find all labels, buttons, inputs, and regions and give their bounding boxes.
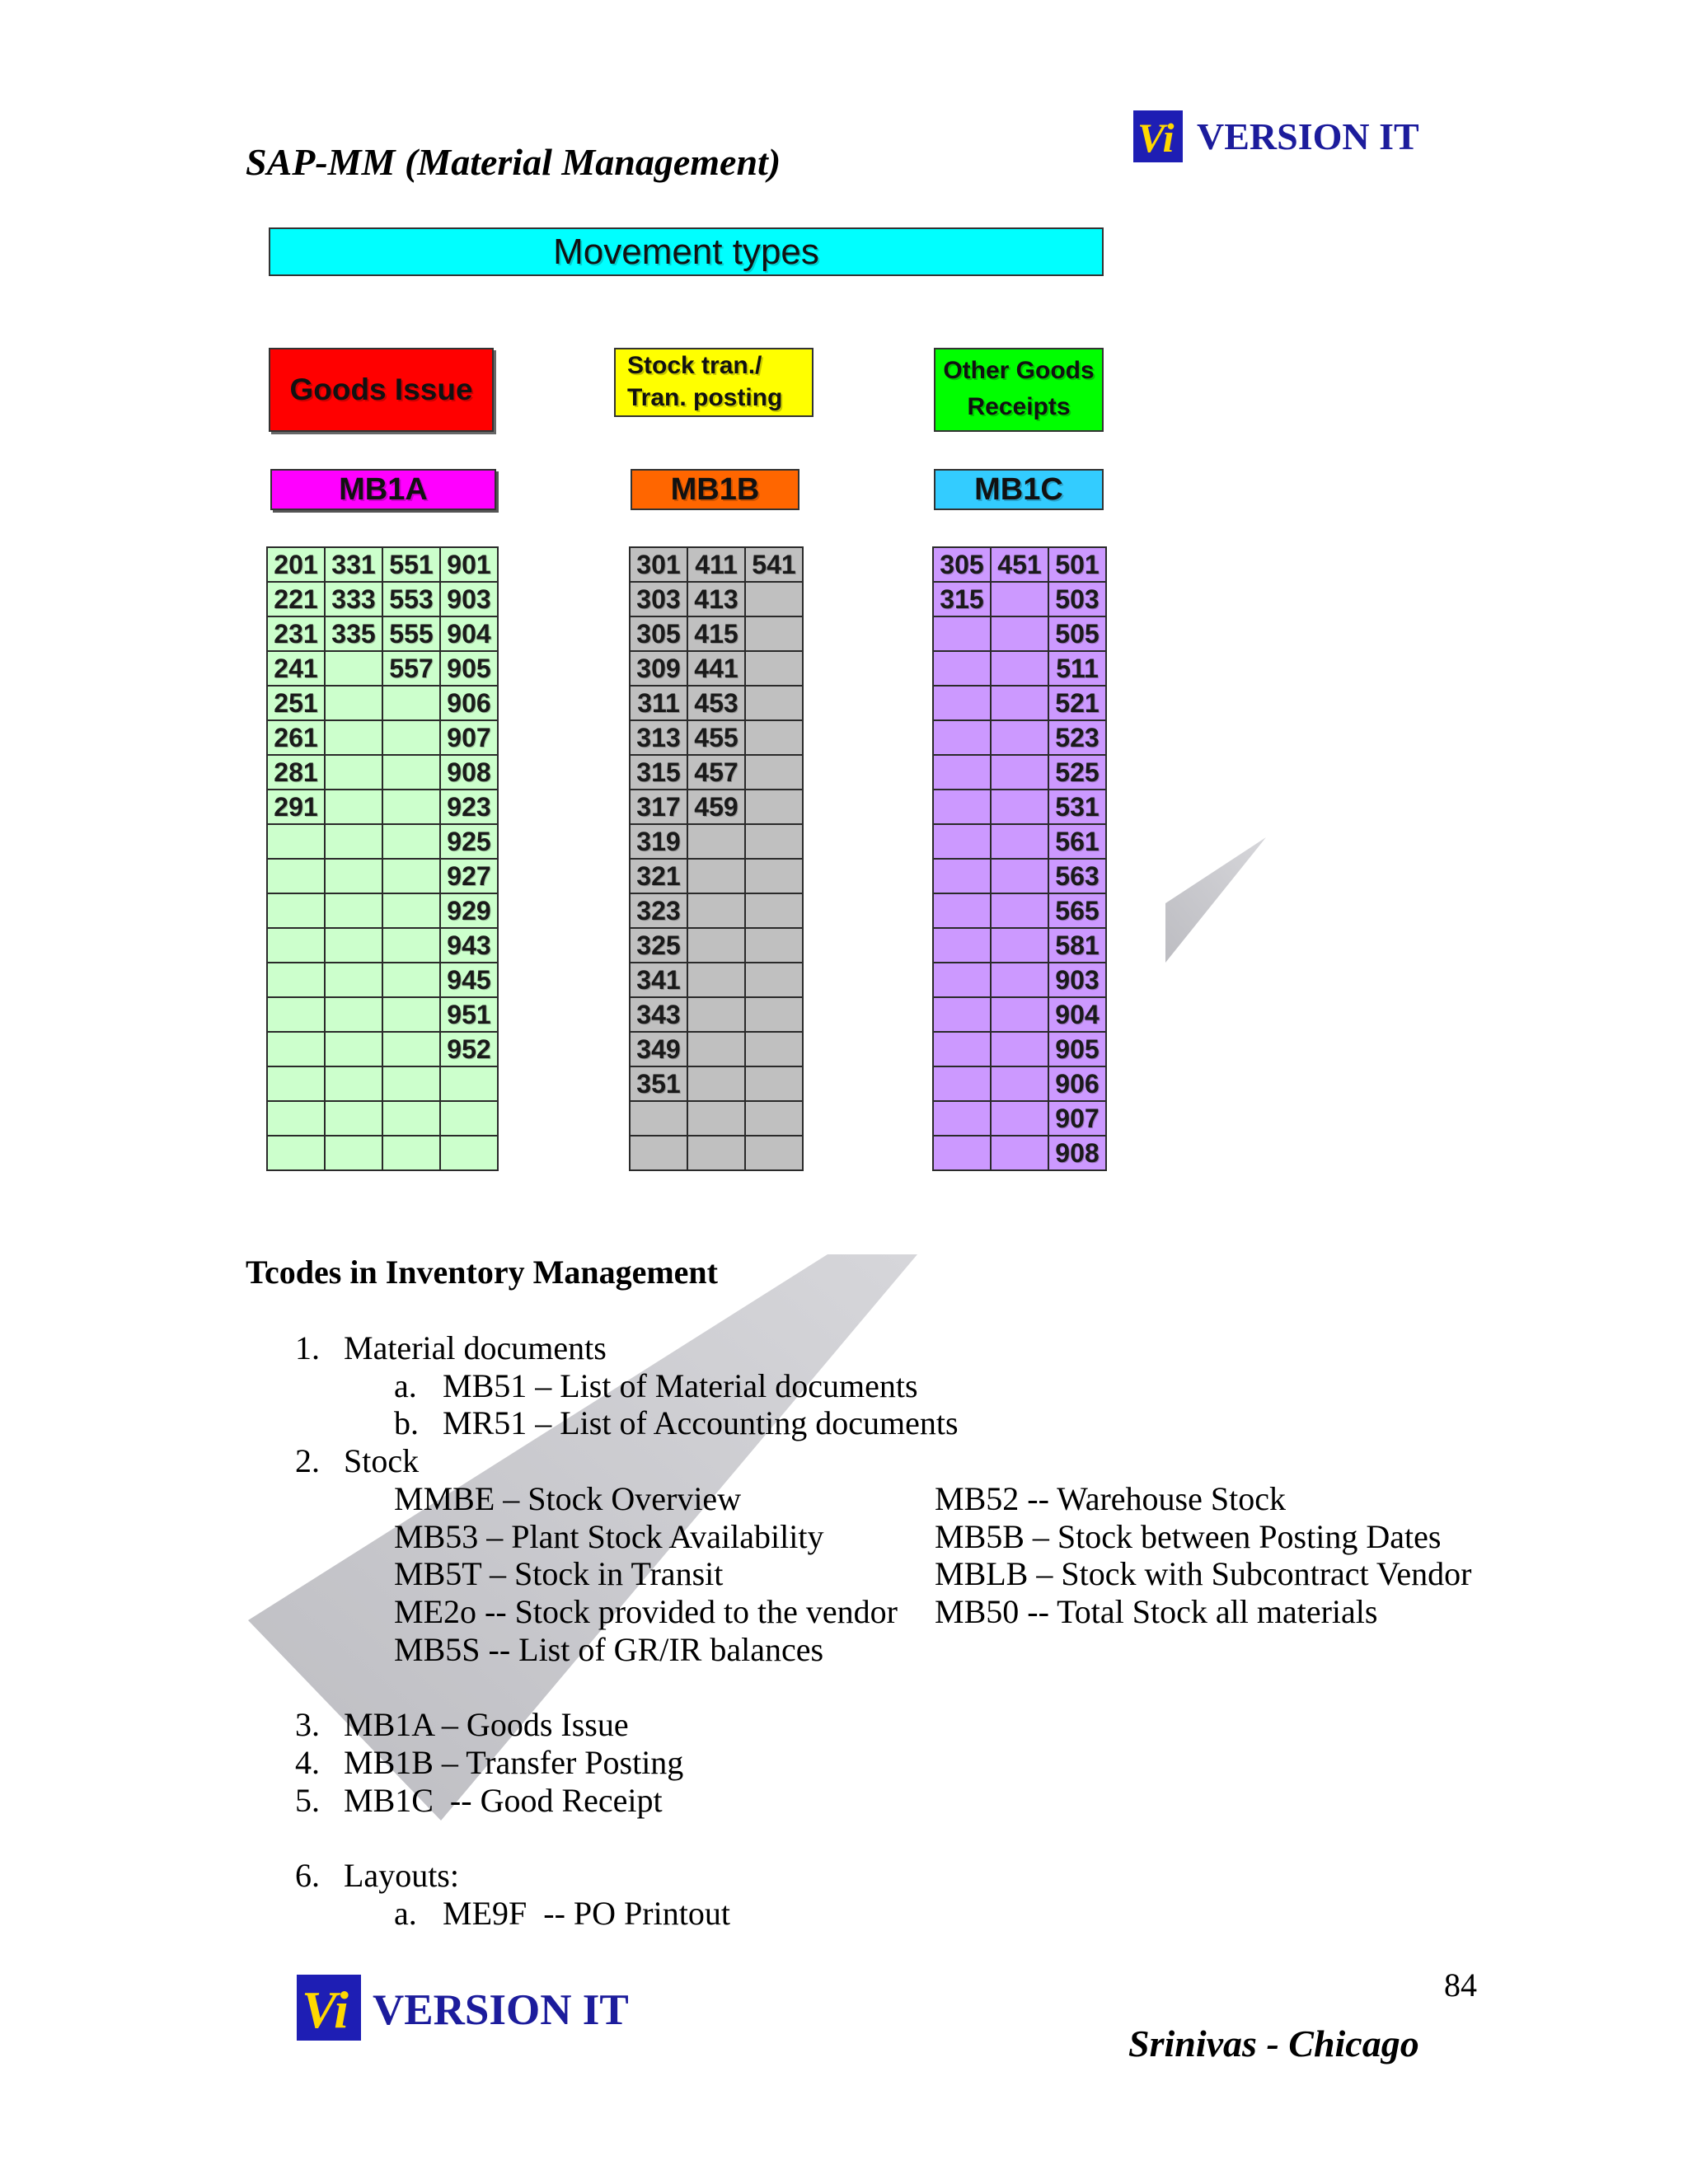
stock-transfer-movement-code-cell — [688, 1102, 746, 1137]
other-receipts-movement-table — [932, 546, 1107, 1171]
goods-issue-movement-code-cell — [326, 652, 383, 687]
stock-tcode-left: MMBE – Stock Overview — [394, 1480, 742, 1517]
list-text: MB1B – Transfer Posting — [344, 1744, 684, 1781]
stock-transfer-movement-code-cell — [688, 894, 746, 929]
stock-transfer-movement-code-cell: 319 — [631, 825, 688, 860]
stock-tcode-row — [0, 1555, 1688, 1593]
other-receipts-label-line: Other Goods — [943, 357, 1095, 384]
other-receipts-movement-code-cell: 305 — [934, 548, 992, 583]
goods-issue-movement-code-cell — [326, 825, 383, 860]
other-receipts-movement-code-cell — [992, 1137, 1049, 1171]
other-receipts-movement-code-cell: 315 — [934, 583, 992, 617]
stock-transfer-movement-code-cell — [746, 617, 804, 652]
goods-issue-movement-code-cell — [441, 1102, 499, 1137]
stock-tcode-row — [0, 1518, 1688, 1556]
goods-issue-movement-code-cell: 553 — [383, 583, 441, 617]
footer-brand-logo-mark: Vi — [302, 1980, 349, 2039]
stock-tcode-row — [0, 1631, 1688, 1669]
goods-issue-movement-code-cell — [326, 790, 383, 825]
stock-transfer-movement-code-cell: 317 — [631, 790, 688, 825]
goods-issue-movement-code-cell: 335 — [326, 617, 383, 652]
other-receipts-movement-code-cell — [934, 963, 992, 998]
other-receipts-movement-code-cell: 503 — [1049, 583, 1107, 617]
stock-transfer-movement-code-cell: 313 — [631, 721, 688, 756]
goods-issue-movement-code-cell — [383, 929, 441, 963]
stock-tcode-row — [0, 1593, 1688, 1631]
goods-issue-movement-code-cell: 925 — [441, 825, 499, 860]
goods-issue-movement-code-cell — [326, 721, 383, 756]
goods-issue-movement-code-cell — [383, 721, 441, 756]
other-receipts-movement-code-cell — [934, 1137, 992, 1171]
goods-issue-movement-code-cell: 551 — [383, 548, 441, 583]
other-receipts-movement-code-cell — [992, 721, 1049, 756]
stock-transfer-movement-code-cell — [688, 1033, 746, 1067]
other-receipts-movement-code-cell: 511 — [1049, 652, 1107, 687]
stock-transfer-movement-code-cell — [746, 998, 804, 1033]
stock-transfer-movement-code-cell: 323 — [631, 894, 688, 929]
other-receipts-movement-code-cell — [934, 998, 992, 1033]
stock-transfer-movement-code-cell — [688, 929, 746, 963]
other-receipts-movement-code-cell — [992, 790, 1049, 825]
other-receipts-movement-code-cell — [992, 998, 1049, 1033]
stock-transfer-movement-code-cell: 413 — [688, 583, 746, 617]
stock-transfer-movement-code-cell — [746, 756, 804, 790]
stock-transfer-movement-code-cell: 349 — [631, 1033, 688, 1067]
other-receipts-label-line: Receipts — [967, 393, 1071, 420]
goods-issue-movement-code-cell: 908 — [441, 756, 499, 790]
goods-issue-movement-code-cell — [383, 894, 441, 929]
other-receipts-movement-code-cell — [934, 687, 992, 721]
other-receipts-movement-code-cell — [934, 860, 992, 894]
stock-tcode-row — [0, 1480, 1688, 1518]
stock-transfer-movement-code-cell — [688, 1067, 746, 1102]
goods-issue-movement-code-cell: 555 — [383, 617, 441, 652]
goods-issue-movement-code-cell: 952 — [441, 1033, 499, 1067]
goods-issue-movement-code-cell: 251 — [268, 687, 326, 721]
other-receipts-movement-code-cell — [992, 1067, 1049, 1102]
list-text: MB1A – Goods Issue — [344, 1706, 629, 1743]
goods-issue-movement-code-cell — [441, 1067, 499, 1102]
stock-transfer-movement-code-cell — [631, 1137, 688, 1171]
goods-issue-movement-code-cell: 945 — [441, 963, 499, 998]
other-receipts-movement-code-cell — [934, 1102, 992, 1137]
sub-list-item — [0, 1895, 1688, 1933]
sub-list-letter: a. — [394, 1895, 417, 1932]
stock-tcode-left: MB5T – Stock in Transit — [394, 1555, 724, 1592]
movement-types-banner: Movement types — [269, 227, 1104, 276]
other-receipts-movement-code-cell: 501 — [1049, 548, 1107, 583]
goods-issue-movement-code-cell: 291 — [268, 790, 326, 825]
list-number: 1. — [295, 1329, 320, 1366]
list-item — [0, 1744, 1688, 1782]
stock-transfer-movement-code-cell: 303 — [631, 583, 688, 617]
goods-issue-movement-code-cell — [326, 1137, 383, 1171]
stock-transfer-movement-code-cell: 315 — [631, 756, 688, 790]
list-number: 3. — [295, 1706, 320, 1743]
other-receipts-movement-code-cell — [934, 894, 992, 929]
stock-transfer-movement-code-cell: 305 — [631, 617, 688, 652]
stock-transfer-label-line: Tran. posting — [627, 384, 783, 411]
stock-tcode-right: MBLB – Stock with Subcontract Vendor — [935, 1555, 1472, 1592]
list-text: Material documents — [344, 1329, 607, 1366]
goods-issue-movement-code-cell — [326, 894, 383, 929]
other-receipts-movement-code-cell — [934, 790, 992, 825]
stock-transfer-movement-code-cell: 541 — [746, 548, 804, 583]
list-item — [0, 1329, 1688, 1367]
other-receipts-movement-code-cell: 525 — [1049, 756, 1107, 790]
sub-list-letter: a. — [394, 1367, 417, 1404]
sub-list-letter: b. — [394, 1404, 419, 1441]
stock-transfer-movement-code-cell: 311 — [631, 687, 688, 721]
goods-issue-movement-code-cell: 331 — [326, 548, 383, 583]
other-receipts-movement-code-cell: 521 — [1049, 687, 1107, 721]
goods-issue-movement-code-cell: 231 — [268, 617, 326, 652]
goods-issue-label — [269, 348, 494, 432]
brand-name: VERSION IT — [1197, 115, 1419, 157]
stock-tcode-right: MB5B – Stock between Posting Dates — [935, 1518, 1442, 1555]
goods-issue-movement-code-cell: 951 — [441, 998, 499, 1033]
other-receipts-movement-code-cell — [934, 1067, 992, 1102]
stock-transfer-label — [614, 348, 814, 417]
list-text: Stock — [344, 1442, 420, 1479]
list-number: 4. — [295, 1744, 320, 1781]
other-receipts-movement-code-cell: 561 — [1049, 825, 1107, 860]
other-receipts-movement-code-cell — [992, 860, 1049, 894]
goods-issue-movement-code-cell: 221 — [268, 583, 326, 617]
stock-transfer-movement-table — [629, 546, 804, 1171]
stock-tcode-left: MB5S -- List of GR/IR balances — [394, 1631, 824, 1668]
stock-transfer-movement-code-cell: 453 — [688, 687, 746, 721]
goods-issue-movement-code-cell — [383, 825, 441, 860]
goods-issue-movement-code-cell — [326, 1067, 383, 1102]
goods-issue-movement-code-cell: 904 — [441, 617, 499, 652]
other-receipts-movement-code-cell — [992, 929, 1049, 963]
goods-issue-movement-table — [266, 546, 499, 1171]
stock-transfer-movement-code-cell: 455 — [688, 721, 746, 756]
goods-issue-movement-code-cell: 906 — [441, 687, 499, 721]
stock-transfer-movement-code-cell — [746, 1137, 804, 1171]
goods-issue-movement-code-cell — [383, 963, 441, 998]
other-receipts-movement-code-cell: 906 — [1049, 1067, 1107, 1102]
other-receipts-movement-code-cell — [934, 1033, 992, 1067]
sub-list-text: ME9F -- PO Printout — [443, 1895, 730, 1932]
stock-transfer-movement-code-cell — [746, 1102, 804, 1137]
stock-transfer-movement-code-cell — [746, 583, 804, 617]
stock-transfer-movement-code-cell: 415 — [688, 617, 746, 652]
section-heading: Tcodes in Inventory Management — [246, 1254, 718, 1291]
other-receipts-movement-code-cell: 505 — [1049, 617, 1107, 652]
goods-issue-movement-code-cell — [326, 687, 383, 721]
goods-issue-movement-code-cell: 261 — [268, 721, 326, 756]
goods-issue-movement-code-cell — [268, 825, 326, 860]
goods-issue-movement-code-cell — [268, 1137, 326, 1171]
goods-issue-movement-code-cell — [326, 1102, 383, 1137]
stock-transfer-movement-code-cell: 459 — [688, 790, 746, 825]
list-item — [0, 1442, 1688, 1480]
other-receipts-movement-code-cell: 523 — [1049, 721, 1107, 756]
other-receipts-movement-code-cell: 904 — [1049, 998, 1107, 1033]
tcode-mb1c: MB1C — [934, 469, 1104, 510]
tcode-mb1b: MB1B — [631, 469, 799, 510]
stock-transfer-movement-code-cell — [688, 1137, 746, 1171]
stock-transfer-movement-code-cell — [746, 790, 804, 825]
stock-transfer-movement-code-cell — [746, 1033, 804, 1067]
list-number: 2. — [295, 1442, 320, 1479]
stock-transfer-movement-code-cell: 321 — [631, 860, 688, 894]
other-receipts-movement-code-cell: 907 — [1049, 1102, 1107, 1137]
goods-issue-label-line: Goods Issue — [289, 373, 473, 406]
goods-issue-movement-code-cell — [268, 894, 326, 929]
stock-transfer-movement-code-cell — [746, 860, 804, 894]
stock-transfer-movement-code-cell — [688, 963, 746, 998]
brand-logo-mark: Vi — [1137, 115, 1175, 161]
goods-issue-movement-code-cell — [268, 963, 326, 998]
goods-issue-movement-code-cell — [383, 1137, 441, 1171]
list-text: Layouts: — [344, 1857, 459, 1894]
goods-issue-movement-code-cell — [383, 1067, 441, 1102]
footer-brand-logo-icon — [297, 1975, 361, 2041]
tcode-mb1a: MB1A — [270, 469, 496, 510]
goods-issue-movement-code-cell — [326, 1033, 383, 1067]
stock-tcode-right: MB52 -- Warehouse Stock — [935, 1480, 1286, 1517]
other-receipts-movement-code-cell — [992, 652, 1049, 687]
stock-transfer-movement-code-cell: 441 — [688, 652, 746, 687]
stock-transfer-movement-code-cell: 343 — [631, 998, 688, 1033]
document-title: SAP-MM (Material Management) — [246, 141, 781, 183]
goods-issue-movement-code-cell — [268, 1102, 326, 1137]
other-receipts-movement-code-cell — [934, 929, 992, 963]
other-receipts-movement-code-cell — [992, 583, 1049, 617]
list-number: 6. — [295, 1857, 320, 1894]
goods-issue-movement-code-cell: 241 — [268, 652, 326, 687]
goods-issue-movement-code-cell: 557 — [383, 652, 441, 687]
goods-issue-movement-code-cell: 905 — [441, 652, 499, 687]
stock-transfer-movement-code-cell: 351 — [631, 1067, 688, 1102]
goods-issue-movement-code-cell: 927 — [441, 860, 499, 894]
goods-issue-movement-code-cell — [326, 929, 383, 963]
stock-transfer-movement-code-cell — [746, 721, 804, 756]
stock-transfer-movement-code-cell: 341 — [631, 963, 688, 998]
goods-issue-movement-code-cell: 281 — [268, 756, 326, 790]
goods-issue-movement-code-cell — [383, 687, 441, 721]
other-receipts-movement-code-cell — [934, 825, 992, 860]
stock-transfer-movement-code-cell: 325 — [631, 929, 688, 963]
goods-issue-movement-code-cell — [268, 929, 326, 963]
list-item — [0, 1857, 1688, 1895]
stock-tcode-left: ME2o -- Stock provided to the vendor — [394, 1593, 898, 1630]
goods-issue-movement-code-cell: 923 — [441, 790, 499, 825]
stock-transfer-movement-code-cell — [746, 929, 804, 963]
goods-issue-movement-code-cell: 903 — [441, 583, 499, 617]
stock-transfer-movement-code-cell — [746, 652, 804, 687]
other-receipts-movement-code-cell — [992, 825, 1049, 860]
goods-issue-movement-code-cell — [383, 998, 441, 1033]
stock-transfer-movement-code-cell — [688, 825, 746, 860]
brand-logo-icon — [1133, 110, 1183, 162]
other-receipts-movement-code-cell — [934, 756, 992, 790]
sub-list-text: MB51 – List of Material documents — [443, 1367, 918, 1404]
other-receipts-movement-code-cell: 565 — [1049, 894, 1107, 929]
goods-issue-movement-code-cell — [383, 790, 441, 825]
goods-issue-movement-code-cell — [268, 860, 326, 894]
stock-transfer-movement-code-cell: 309 — [631, 652, 688, 687]
sub-list-item — [0, 1367, 1688, 1405]
goods-issue-movement-code-cell — [268, 1067, 326, 1102]
goods-issue-movement-code-cell — [268, 998, 326, 1033]
other-receipts-movement-code-cell — [934, 721, 992, 756]
footer-brand-name: VERSION IT — [373, 1986, 629, 2034]
goods-issue-movement-code-cell — [326, 998, 383, 1033]
stock-transfer-label-line: Stock tran./ — [627, 352, 762, 379]
stock-transfer-movement-code-cell — [688, 998, 746, 1033]
goods-issue-movement-code-cell: 943 — [441, 929, 499, 963]
goods-issue-movement-code-cell — [383, 1033, 441, 1067]
stock-transfer-movement-code-cell — [746, 894, 804, 929]
other-receipts-movement-code-cell: 903 — [1049, 963, 1107, 998]
goods-issue-movement-code-cell — [326, 860, 383, 894]
goods-issue-movement-code-cell — [383, 756, 441, 790]
other-receipts-movement-code-cell — [992, 1102, 1049, 1137]
stock-transfer-movement-code-cell: 411 — [688, 548, 746, 583]
goods-issue-movement-code-cell: 333 — [326, 583, 383, 617]
stock-transfer-movement-code-cell — [688, 860, 746, 894]
other-receipts-movement-code-cell: 905 — [1049, 1033, 1107, 1067]
stock-tcode-right: MB50 -- Total Stock all materials — [935, 1593, 1378, 1630]
goods-issue-movement-code-cell — [441, 1137, 499, 1171]
stock-transfer-movement-code-cell — [631, 1102, 688, 1137]
sub-list-item — [0, 1404, 1688, 1442]
other-receipts-movement-code-cell — [992, 963, 1049, 998]
stock-transfer-movement-code-cell: 301 — [631, 548, 688, 583]
goods-issue-movement-code-cell — [383, 860, 441, 894]
author-credit: Srinivas - Chicago — [1128, 2022, 1419, 2064]
list-item — [0, 1706, 1688, 1744]
other-receipts-movement-code-cell — [992, 617, 1049, 652]
stock-transfer-movement-code-cell — [746, 963, 804, 998]
goods-issue-movement-code-cell — [383, 1102, 441, 1137]
stock-transfer-movement-code-cell — [746, 1067, 804, 1102]
other-receipts-movement-code-cell — [992, 1033, 1049, 1067]
stock-transfer-movement-code-cell: 457 — [688, 756, 746, 790]
list-text: MB1C -- Good Receipt — [344, 1782, 663, 1819]
other-receipts-label — [934, 348, 1104, 432]
list-item — [0, 1782, 1688, 1820]
other-receipts-movement-code-cell — [992, 687, 1049, 721]
goods-issue-movement-code-cell: 929 — [441, 894, 499, 929]
stock-transfer-movement-code-cell — [746, 825, 804, 860]
list-number: 5. — [295, 1782, 320, 1819]
goods-issue-movement-code-cell — [326, 756, 383, 790]
other-receipts-movement-code-cell — [992, 894, 1049, 929]
other-receipts-movement-code-cell: 563 — [1049, 860, 1107, 894]
goods-issue-movement-code-cell — [326, 963, 383, 998]
other-receipts-movement-code-cell — [934, 652, 992, 687]
goods-issue-movement-code-cell: 907 — [441, 721, 499, 756]
watermark-arrow-small — [1165, 837, 1266, 963]
other-receipts-movement-code-cell: 908 — [1049, 1137, 1107, 1171]
other-receipts-movement-code-cell: 451 — [992, 548, 1049, 583]
other-receipts-movement-code-cell: 581 — [1049, 929, 1107, 963]
other-receipts-movement-code-cell — [934, 617, 992, 652]
other-receipts-movement-code-cell: 531 — [1049, 790, 1107, 825]
goods-issue-movement-code-cell: 201 — [268, 548, 326, 583]
page-number: 84 — [1444, 1966, 1477, 2004]
stock-transfer-movement-code-cell — [746, 687, 804, 721]
sub-list-text: MR51 – List of Accounting documents — [443, 1404, 959, 1441]
other-receipts-movement-code-cell — [992, 756, 1049, 790]
goods-issue-movement-code-cell — [268, 1033, 326, 1067]
goods-issue-movement-code-cell: 901 — [441, 548, 499, 583]
stock-tcode-left: MB53 – Plant Stock Availability — [394, 1518, 824, 1555]
